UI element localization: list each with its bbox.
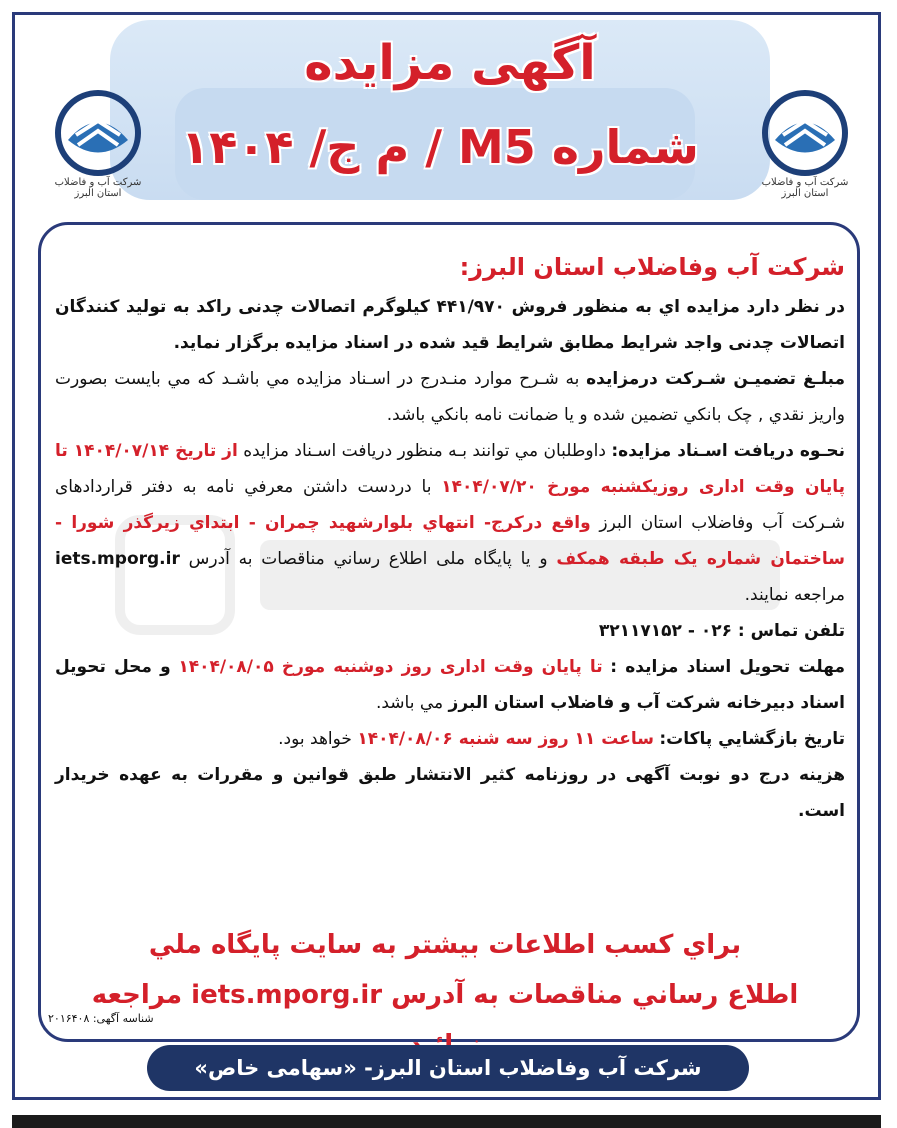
delivery-label: مهلت تحویل اسناد مزایده : [610, 657, 845, 677]
logo-caption: شرکت آب و فاضلاب استان البرز [54, 177, 142, 199]
docs-paragraph [55, 433, 845, 613]
docs-address: واقع درکرج- انتهاي بلوارشهید چمران - ابتداي زيرگذر شورا - ساختمان شماره يک طبقه همکف [55, 513, 846, 569]
opening-paragraph [55, 721, 845, 757]
delivery-deadline: تا پایان وقت اداری روز دوشنبه مورخ ۱۴۰۴/۰۸/۰۵ [178, 657, 603, 677]
delivery-end: مي باشد. [375, 693, 444, 713]
cta-line-2[interactable]: اطلاع رساني مناقصات به آدرس iets.mporg.ir مراجعه [91, 980, 799, 1010]
docs-label: نحـوه دریافت اسـناد مزایده: [611, 441, 846, 461]
cost-note: هزینه درج دو نوبت آگهی در روزنامه کثیر الانتشار طبق قوانین و مقررات به عهده خریدار است. [55, 765, 845, 821]
ad-id: شناسه آگهی: ۲۰۱۶۴۰۸ [48, 1012, 154, 1025]
company-logo-right [745, 85, 865, 215]
company-footer-pill: شرکت آب وفاضلاب استان البرز- «سهامی خاص» [147, 1045, 749, 1091]
docs-text-3: و يا پايگاه ملی اطلاع رساني مناقصات به آدرس [188, 549, 548, 569]
docs-text-2: با دردست داشتن معرفي نامه به دفتر قراردادهای شـرکت آب وفاضلاب استان البرز [55, 477, 846, 533]
water-drop-icon [38, 85, 158, 185]
company-logo-left [38, 85, 158, 215]
water-drop-icon [745, 85, 865, 185]
ad-number: شماره M5 / م ج/ ۱۴۰۴ [181, 120, 699, 174]
guarantee-label: مبلـغ تضمیـن شـرکت درمزایده [586, 369, 846, 389]
intro-paragraph: در نظر دارد مزایده اي به منظور فروش ۴۴۱/۹۷۰ کیلوگرم اتصالات چدنی راکد به تولید کنندگان اتصالات چدنی واجد شرایط مطابق شرایط قید شده در اسناد مزایده برگزار نماید. [55, 297, 845, 353]
ad-body [55, 245, 845, 829]
phone-line: تلفن تماس : ۰۲۶ - ۳۲۱۱۷۱۵۲ [598, 621, 845, 641]
opening-label: تاريخ بازگشايي پاكات: [659, 729, 845, 749]
docs-text-4: مراجعه نمایند. [744, 585, 845, 605]
ad-title: آگهی مزایده [304, 35, 596, 91]
opening-end: خواهد بود. [278, 729, 352, 749]
company-heading: شرکت آب وفاضلاب استان البرز: [459, 253, 845, 281]
delivery-text: و محل تحويل اسناد دبیرخانه شرکت آب و فاضلاب استان البرز [55, 657, 845, 713]
opening-time: ساعت ۱۱ روز سه شنبه ۱۴۰۴/۰۸/۰۶ [357, 729, 654, 749]
logo-caption: شرکت آب و فاضلاب استان البرز [761, 177, 849, 199]
cta-line-1: براي كسب اطلاعات بيشتر به سايت پايگاه ملي [148, 930, 742, 960]
docs-dates: از تاریخ ۱۴۰۴/۰۷/۱۴ تا پایان وقت اداری روزیکشنبه مورخ ۱۴۰۴/۰۷/۲۰ [55, 441, 846, 497]
guarantee-paragraph [55, 361, 845, 433]
delivery-paragraph [55, 649, 845, 721]
docs-url-link[interactable]: iets.mporg.ir [55, 549, 180, 569]
bottom-strip [12, 1115, 881, 1128]
guarantee-text: به شـرح موارد منـدرج در اسـناد مزایده مي باشـد که مي بايست بصورت واريز نقدي , چک بانکي تضمين شده و يا ضمانت نامه بانکي باشد. [55, 369, 845, 425]
docs-text-1: داوطلبان مي توانند بـه منظور دريافت اسـناد مزایده [243, 441, 606, 461]
